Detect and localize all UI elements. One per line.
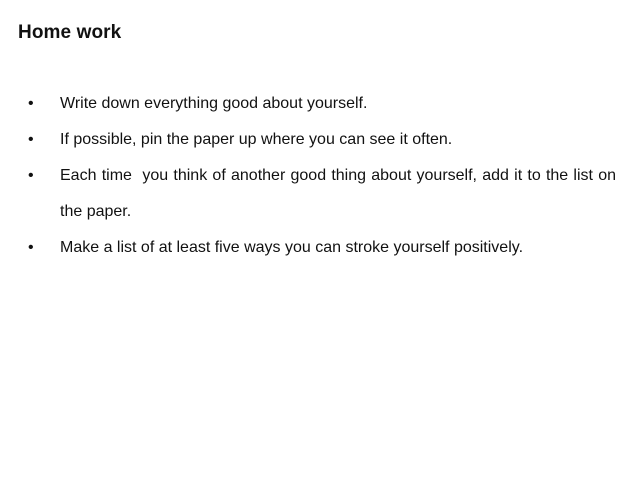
bullet-list: [28, 86, 621, 266]
list-item: [28, 86, 616, 122]
list-item-text: Write down everything good about yourself.: [60, 95, 368, 112]
list-item: [28, 230, 616, 266]
bullet-icon: •: [28, 131, 34, 148]
list-item-text: Each time you think of another good thing about yourself, add it to the list on the paper.: [60, 167, 621, 220]
bullet-icon: •: [28, 95, 34, 112]
list-item: [28, 158, 621, 230]
list-item-text: If possible, pin the paper up where you can see it often.: [60, 131, 453, 148]
list-item-text: Make a list of at least five ways you can stroke yourself positively.: [60, 239, 524, 256]
bullet-icon: •: [28, 167, 34, 184]
slide-title: Home work: [18, 22, 122, 43]
list-item: [28, 122, 616, 158]
bullet-icon: •: [28, 239, 34, 256]
